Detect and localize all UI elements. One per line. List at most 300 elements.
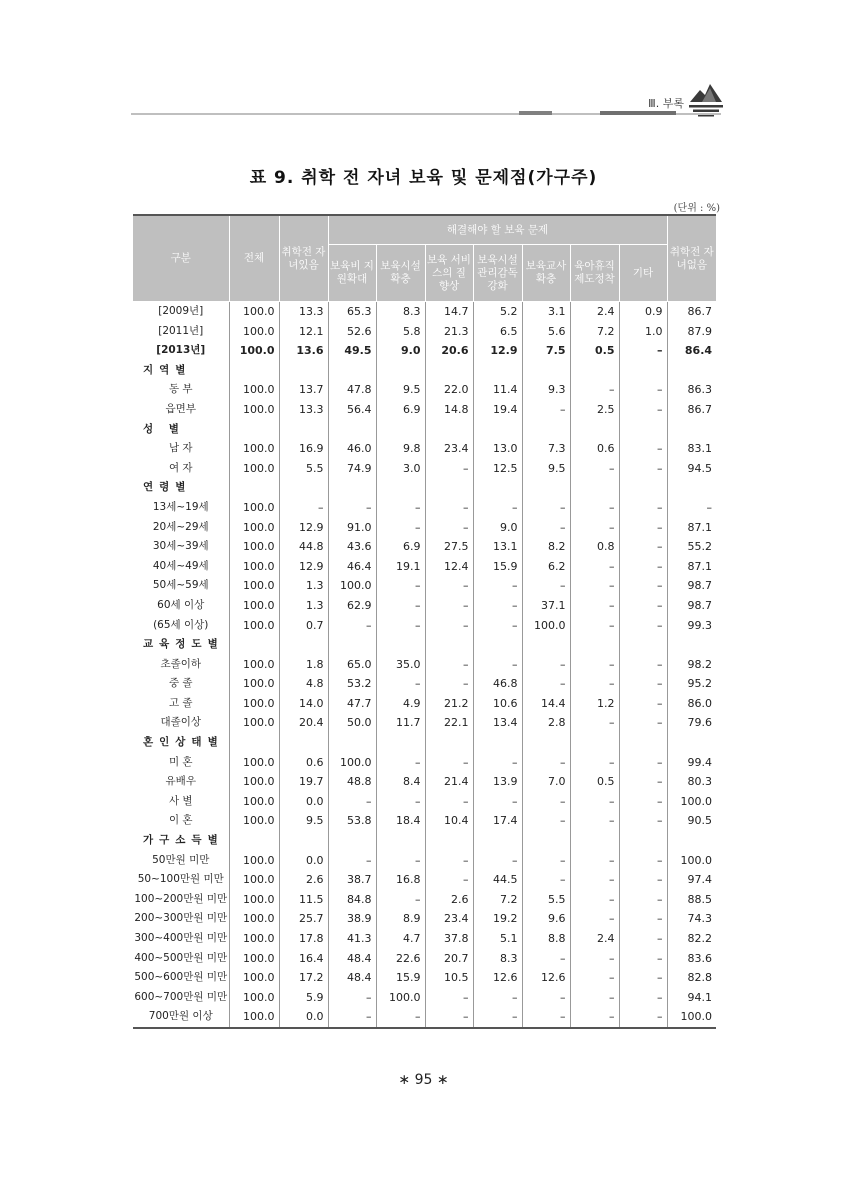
value-cell: 98.7 — [667, 576, 716, 596]
value-cell: 27.5 — [425, 537, 473, 557]
value-cell: 0.0 — [279, 1007, 328, 1028]
value-cell: 65.3 — [328, 302, 376, 322]
value-cell: – — [570, 949, 619, 969]
value-cell: 100.0 — [667, 1007, 716, 1028]
row-label: 고 졸 — [168, 696, 193, 709]
value-cell: – — [425, 870, 473, 890]
value-cell: 9.6 — [522, 909, 570, 929]
value-cell: 100.0 — [229, 616, 279, 636]
value-cell: 12.1 — [279, 322, 328, 342]
empty-cell — [473, 361, 522, 381]
value-cell: – — [425, 1007, 473, 1028]
value-cell: 2.6 — [425, 890, 473, 910]
value-cell: – — [328, 616, 376, 636]
value-cell: – — [570, 498, 619, 518]
value-cell: – — [522, 498, 570, 518]
value-cell: – — [570, 909, 619, 929]
value-cell: – — [619, 1007, 667, 1028]
value-cell: 0.0 — [279, 792, 328, 812]
value-cell: 50.0 — [328, 713, 376, 733]
table-row — [133, 753, 716, 773]
value-cell: 74.3 — [667, 909, 716, 929]
value-cell: 100.0 — [229, 518, 279, 538]
value-cell: – — [570, 380, 619, 400]
value-cell: – — [425, 753, 473, 773]
empty-cell — [619, 420, 667, 440]
table-row — [133, 459, 716, 479]
value-cell: 14.4 — [522, 694, 570, 714]
value-cell: – — [425, 674, 473, 694]
empty-cell — [279, 478, 328, 498]
value-cell: – — [619, 518, 667, 538]
value-cell: 8.9 — [376, 909, 425, 929]
value-cell: 100.0 — [229, 459, 279, 479]
empty-cell — [425, 478, 473, 498]
row-label: 50세~59세 — [152, 579, 209, 592]
value-cell: 4.8 — [279, 674, 328, 694]
col-issue: 보육비 지원확대 — [328, 245, 376, 302]
row-label: 20세~29세 — [152, 520, 209, 533]
value-cell: 20.7 — [425, 949, 473, 969]
row-label: 동 부 — [168, 383, 193, 396]
value-cell: – — [376, 674, 425, 694]
row-label: 사 별 — [168, 794, 193, 807]
value-cell: 13.6 — [279, 341, 328, 361]
table-row — [133, 439, 716, 459]
value-cell: – — [619, 498, 667, 518]
value-cell: 100.0 — [229, 341, 279, 361]
table-row — [133, 655, 716, 675]
empty-cell — [279, 635, 328, 655]
empty-cell — [279, 361, 328, 381]
table-row — [133, 909, 716, 929]
row-label: 40세~49세 — [152, 559, 209, 572]
value-cell: 100.0 — [229, 909, 279, 929]
value-cell: 2.5 — [570, 400, 619, 420]
value-cell: 100.0 — [229, 557, 279, 577]
value-cell: – — [473, 498, 522, 518]
empty-cell — [279, 420, 328, 440]
value-cell: 74.9 — [328, 459, 376, 479]
empty-cell — [619, 635, 667, 655]
empty-cell — [570, 635, 619, 655]
empty-cell — [473, 635, 522, 655]
value-cell: 100.0 — [328, 576, 376, 596]
value-cell: – — [619, 988, 667, 1008]
empty-cell — [667, 420, 716, 440]
table-row — [133, 713, 716, 733]
value-cell: 1.0 — [619, 322, 667, 342]
value-cell: – — [473, 851, 522, 871]
value-cell: 12.5 — [473, 459, 522, 479]
value-cell: 12.6 — [473, 968, 522, 988]
row-label: 200~300만원 미만 — [134, 912, 228, 925]
value-cell: 17.2 — [279, 968, 328, 988]
value-cell: – — [376, 576, 425, 596]
value-cell: 6.5 — [473, 322, 522, 342]
value-cell: 7.5 — [522, 341, 570, 361]
value-cell: 100.0 — [229, 322, 279, 342]
table-row — [133, 616, 716, 636]
value-cell: – — [328, 792, 376, 812]
value-cell: 16.9 — [279, 439, 328, 459]
value-cell: – — [619, 694, 667, 714]
value-cell: – — [570, 988, 619, 1008]
empty-cell — [570, 478, 619, 498]
group-label: 연령별 — [143, 481, 192, 494]
value-cell: 0.7 — [279, 616, 328, 636]
value-cell: 99.4 — [667, 753, 716, 773]
value-cell: 4.9 — [376, 694, 425, 714]
empty-cell — [473, 420, 522, 440]
group-header-row — [133, 733, 716, 753]
col-issue: 보육 서비스의 질 향상 — [425, 245, 473, 302]
table-row — [133, 968, 716, 988]
value-cell: 56.4 — [328, 400, 376, 420]
col-issue: 육아휴직 제도정착 — [570, 245, 619, 302]
value-cell: 5.9 — [279, 988, 328, 1008]
value-cell: 14.8 — [425, 400, 473, 420]
table-row — [133, 596, 716, 616]
empty-cell — [328, 635, 376, 655]
value-cell: – — [522, 576, 570, 596]
value-cell: 90.5 — [667, 811, 716, 831]
value-cell: 87.9 — [667, 322, 716, 342]
value-cell: – — [522, 870, 570, 890]
table-row — [133, 792, 716, 812]
value-cell: 46.0 — [328, 439, 376, 459]
value-cell: 41.3 — [328, 929, 376, 949]
empty-cell — [619, 361, 667, 381]
row-label: 미 혼 — [168, 755, 193, 768]
empty-cell — [229, 478, 279, 498]
table-row — [133, 341, 716, 361]
value-cell: 100.0 — [376, 988, 425, 1008]
row-label: 300~400만원 미만 — [134, 932, 228, 944]
value-cell: – — [619, 576, 667, 596]
value-cell: 13.9 — [473, 772, 522, 792]
row-label: 60세 이상 — [157, 598, 205, 611]
value-cell: 6.9 — [376, 537, 425, 557]
value-cell: – — [425, 518, 473, 538]
value-cell: – — [619, 811, 667, 831]
value-cell: – — [473, 1007, 522, 1028]
value-cell: – — [570, 596, 619, 616]
value-cell: 14.7 — [425, 302, 473, 322]
value-cell: 37.8 — [425, 929, 473, 949]
group-header-row — [133, 420, 716, 440]
value-cell: 13.4 — [473, 713, 522, 733]
empty-cell — [229, 733, 279, 753]
value-cell: 100.0 — [229, 968, 279, 988]
empty-cell — [667, 831, 716, 851]
empty-cell — [667, 635, 716, 655]
value-cell: – — [376, 851, 425, 871]
value-cell: – — [619, 949, 667, 969]
value-cell: 12.9 — [279, 518, 328, 538]
value-cell: 9.0 — [473, 518, 522, 538]
table-row — [133, 380, 716, 400]
value-cell: 52.6 — [328, 322, 376, 342]
value-cell: 7.2 — [570, 322, 619, 342]
empty-cell — [376, 420, 425, 440]
value-cell: – — [522, 988, 570, 1008]
value-cell: – — [522, 811, 570, 831]
value-cell: – — [473, 616, 522, 636]
value-cell: – — [425, 596, 473, 616]
value-cell: 9.0 — [376, 341, 425, 361]
table-row — [133, 557, 716, 577]
table-row — [133, 929, 716, 949]
value-cell: 47.7 — [328, 694, 376, 714]
section-header: Ⅲ. 부록 — [648, 97, 684, 110]
value-cell: – — [473, 988, 522, 1008]
value-cell: 100.0 — [229, 537, 279, 557]
value-cell: 7.3 — [522, 439, 570, 459]
empty-cell — [229, 831, 279, 851]
value-cell: 21.3 — [425, 322, 473, 342]
table-row — [133, 1007, 716, 1028]
value-cell: – — [619, 655, 667, 675]
group-header-row — [133, 361, 716, 381]
value-cell: – — [473, 576, 522, 596]
value-cell: – — [425, 851, 473, 871]
value-cell: 22.1 — [425, 713, 473, 733]
value-cell: – — [328, 498, 376, 518]
value-cell: – — [522, 518, 570, 538]
value-cell: 87.1 — [667, 557, 716, 577]
unit-label: (단위 : %) — [673, 203, 720, 214]
value-cell: 4.7 — [376, 929, 425, 949]
group-label: 지역별 — [143, 363, 192, 376]
value-cell: 99.3 — [667, 616, 716, 636]
value-cell: – — [619, 968, 667, 988]
table-row — [133, 498, 716, 518]
value-cell: – — [522, 792, 570, 812]
value-cell: 0.6 — [279, 753, 328, 773]
value-cell: 100.0 — [229, 596, 279, 616]
value-cell: 0.6 — [570, 439, 619, 459]
value-cell: 9.5 — [522, 459, 570, 479]
value-cell: – — [473, 596, 522, 616]
value-cell: 100.0 — [229, 851, 279, 871]
value-cell: – — [376, 616, 425, 636]
value-cell: 18.4 — [376, 811, 425, 831]
empty-cell — [376, 831, 425, 851]
value-cell: 8.3 — [376, 302, 425, 322]
value-cell: 55.2 — [667, 537, 716, 557]
value-cell: – — [376, 498, 425, 518]
value-cell: 100.0 — [229, 929, 279, 949]
value-cell: – — [619, 380, 667, 400]
empty-cell — [279, 733, 328, 753]
empty-cell — [522, 478, 570, 498]
value-cell: 9.3 — [522, 380, 570, 400]
empty-cell — [229, 420, 279, 440]
value-cell: 12.4 — [425, 557, 473, 577]
empty-cell — [570, 361, 619, 381]
value-cell: 100.0 — [229, 674, 279, 694]
value-cell: 20.4 — [279, 713, 328, 733]
row-label: 남 자 — [168, 442, 193, 455]
row-label: 중 졸 — [168, 677, 193, 690]
row-label: 유배우 — [165, 775, 196, 788]
value-cell: 15.9 — [376, 968, 425, 988]
col-issue: 보육시설 확충 — [376, 245, 425, 302]
value-cell: – — [619, 596, 667, 616]
value-cell: 100.0 — [229, 1007, 279, 1028]
value-cell: 97.4 — [667, 870, 716, 890]
col-total: 전체 — [229, 215, 279, 302]
group-header-row — [133, 635, 716, 655]
value-cell: 2.4 — [570, 929, 619, 949]
value-cell: 48.4 — [328, 968, 376, 988]
group-header-row — [133, 831, 716, 851]
value-cell: 17.8 — [279, 929, 328, 949]
col-category: 구분 — [133, 215, 229, 302]
value-cell: 14.0 — [279, 694, 328, 714]
value-cell: 5.1 — [473, 929, 522, 949]
value-cell: – — [425, 655, 473, 675]
table-row — [133, 518, 716, 538]
empty-cell — [328, 361, 376, 381]
empty-cell — [473, 478, 522, 498]
row-label: 50만원 미만 — [152, 853, 210, 866]
value-cell: 0.8 — [570, 537, 619, 557]
empty-cell — [376, 361, 425, 381]
value-cell: 100.0 — [229, 988, 279, 1008]
value-cell: 95.2 — [667, 674, 716, 694]
table-row — [133, 811, 716, 831]
value-cell: 86.7 — [667, 302, 716, 322]
value-cell: 19.2 — [473, 909, 522, 929]
value-cell: 8.4 — [376, 772, 425, 792]
value-cell: 12.9 — [473, 341, 522, 361]
value-cell: 9.5 — [279, 811, 328, 831]
row-label: 초졸이하 — [160, 657, 202, 670]
row-label: [2013년] — [156, 344, 206, 357]
value-cell: – — [619, 616, 667, 636]
value-cell: – — [619, 459, 667, 479]
table-row — [133, 576, 716, 596]
empty-cell — [667, 733, 716, 753]
value-cell: 13.1 — [473, 537, 522, 557]
row-label: 700만원 이상 — [133, 1007, 229, 1028]
value-cell: – — [570, 753, 619, 773]
table-row — [133, 694, 716, 714]
empty-cell — [376, 635, 425, 655]
row-label: 600~700만원 미만 — [134, 990, 228, 1003]
value-cell: 83.1 — [667, 439, 716, 459]
value-cell: – — [619, 537, 667, 557]
value-cell: 13.0 — [473, 439, 522, 459]
value-cell: 3.0 — [376, 459, 425, 479]
value-cell: 8.3 — [473, 949, 522, 969]
value-cell: 53.8 — [328, 811, 376, 831]
value-cell: 100.0 — [229, 713, 279, 733]
value-cell: 1.3 — [279, 576, 328, 596]
value-cell: 100.0 — [229, 870, 279, 890]
value-cell: – — [570, 616, 619, 636]
value-cell: 0.0 — [279, 851, 328, 871]
row-label: [2009년] — [158, 305, 204, 317]
value-cell: 94.5 — [667, 459, 716, 479]
value-cell: – — [570, 713, 619, 733]
value-cell: 100.0 — [229, 498, 279, 518]
value-cell: 5.2 — [473, 302, 522, 322]
value-cell: 19.4 — [473, 400, 522, 420]
empty-cell — [522, 361, 570, 381]
row-label: 500~600만원 미만 — [134, 971, 228, 984]
row-label: 이 혼 — [168, 814, 193, 827]
value-cell: – — [619, 890, 667, 910]
value-cell: 79.6 — [667, 713, 716, 733]
table-row — [133, 772, 716, 792]
value-cell: – — [570, 968, 619, 988]
value-cell: – — [376, 596, 425, 616]
value-cell: 46.8 — [473, 674, 522, 694]
row-label: 읍면부 — [165, 402, 196, 415]
value-cell: 84.8 — [328, 890, 376, 910]
value-cell: 48.8 — [328, 772, 376, 792]
value-cell: 100.0 — [229, 753, 279, 773]
empty-cell — [522, 733, 570, 753]
value-cell: – — [522, 655, 570, 675]
value-cell: 100.0 — [328, 753, 376, 773]
group-label: 가구소득별 — [143, 834, 224, 847]
value-cell: – — [570, 851, 619, 871]
table-row — [133, 302, 716, 322]
row-label: 13세~19세 — [152, 500, 209, 513]
value-cell: – — [522, 1007, 570, 1028]
value-cell: 13.7 — [279, 380, 328, 400]
row-label: 대졸이상 — [160, 716, 202, 729]
value-cell: 16.8 — [376, 870, 425, 890]
value-cell: 17.4 — [473, 811, 522, 831]
value-cell: – — [619, 870, 667, 890]
group-header-row — [133, 478, 716, 498]
value-cell: 100.0 — [667, 851, 716, 871]
col-issue: 보육교사 확충 — [522, 245, 570, 302]
value-cell: 13.3 — [279, 400, 328, 420]
empty-cell — [425, 733, 473, 753]
empty-cell — [570, 420, 619, 440]
value-cell: 100.0 — [229, 439, 279, 459]
value-cell: 23.4 — [425, 439, 473, 459]
value-cell: 11.4 — [473, 380, 522, 400]
empty-cell — [229, 361, 279, 381]
value-cell: 3.1 — [522, 302, 570, 322]
col-with-children: 취학전 자녀있음 — [279, 215, 328, 302]
value-cell: – — [522, 949, 570, 969]
value-cell: 12.6 — [522, 968, 570, 988]
table-row — [133, 988, 716, 1008]
value-cell: – — [522, 400, 570, 420]
value-cell: – — [328, 851, 376, 871]
value-cell: 21.2 — [425, 694, 473, 714]
value-cell: 38.7 — [328, 870, 376, 890]
value-cell: 22.6 — [376, 949, 425, 969]
value-cell: – — [619, 400, 667, 420]
value-cell: – — [522, 753, 570, 773]
value-cell: – — [376, 890, 425, 910]
value-cell: 91.0 — [328, 518, 376, 538]
value-cell: – — [619, 792, 667, 812]
table-row — [133, 870, 716, 890]
value-cell: 5.5 — [522, 890, 570, 910]
value-cell: 9.8 — [376, 439, 425, 459]
value-cell: 11.7 — [376, 713, 425, 733]
